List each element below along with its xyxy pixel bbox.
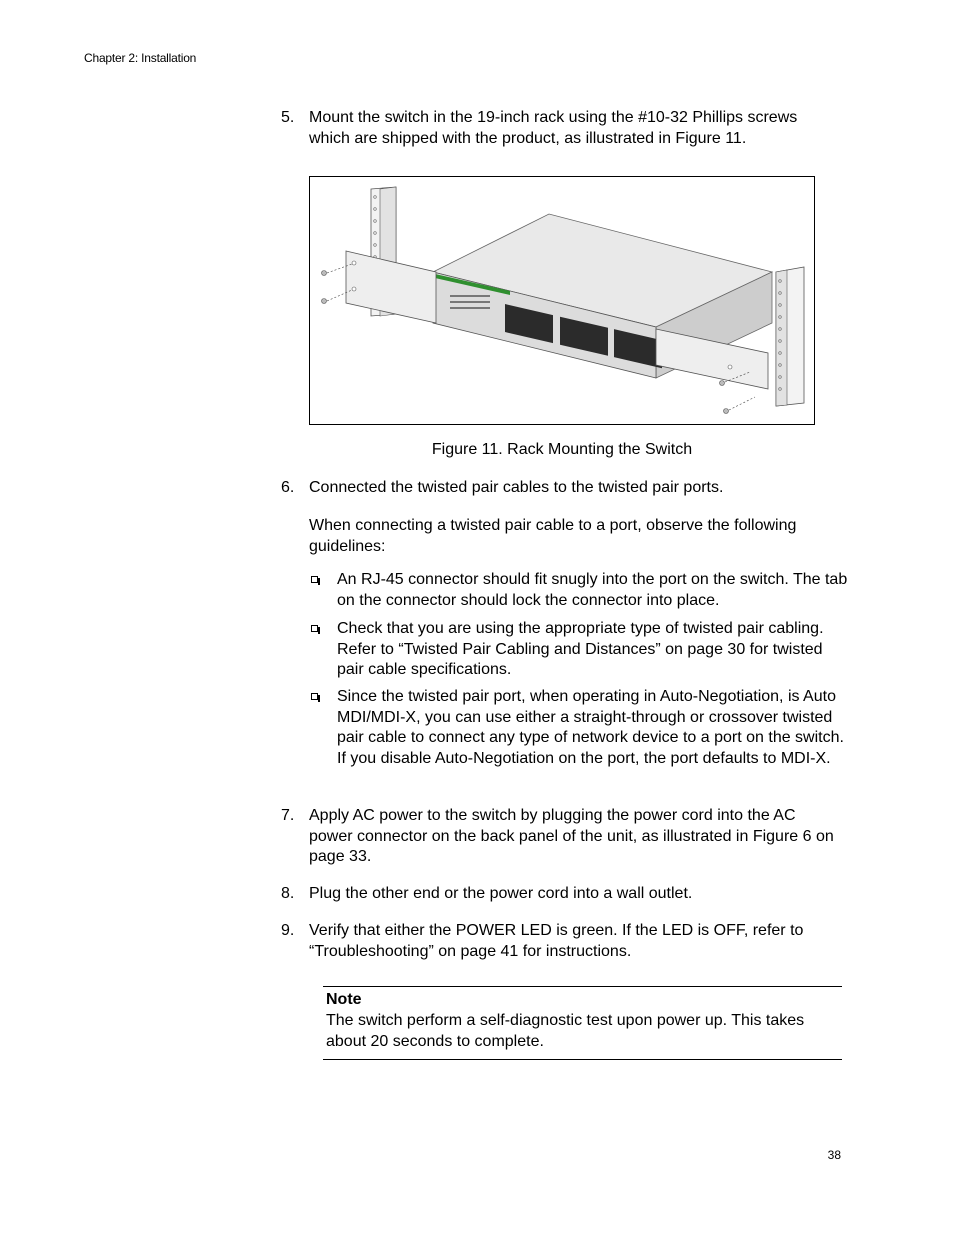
step-number: 7. [281, 807, 295, 824]
guidelines-intro: When connecting a twisted pair cable to a port, observe the following guidelines: [309, 517, 797, 555]
chapter-header: Chapter 2: Installation [84, 51, 197, 65]
step-7 [281, 806, 841, 868]
step-text: Apply AC power to the switch by plugging the power cord into the AC power connector on the back panel of the unit, as illustrated in Figure 6 on page 33. [309, 807, 834, 865]
page-number: 38 [827, 1148, 841, 1162]
step-text: Verify that either the POWER LED is green. If the LED is OFF, refer to “Troubleshooting” on page 41 for instructions. [309, 922, 804, 960]
rack-mount-figure [309, 176, 815, 425]
note-title: Note [326, 991, 362, 1008]
step-5 [281, 108, 841, 149]
guideline-bullet [309, 570, 849, 611]
step-number: 5. [281, 109, 295, 126]
rack-mount-illustration [310, 177, 816, 426]
step-8 [281, 884, 841, 905]
step-text: Plug the other end or the power cord into a wall outlet. [309, 885, 693, 902]
step-9 [281, 921, 841, 962]
note-body: The switch perform a self-diagnostic test upon power up. This takes about 20 seconds to complete. [326, 1012, 805, 1050]
step-number: 8. [281, 885, 295, 902]
step-text: Mount the switch in the 19-inch rack using the #10-32 Phillips screws which are shipped with the product, as illustrated in Figure 11. [309, 109, 798, 147]
bullet-text: Check that you are using the appropriate type of twisted pair cabling. Refer to “Twisted Pair Cabling and Distances” on page 30 for twisted pair cable specifications. [337, 620, 824, 678]
guideline-bullet [309, 619, 849, 681]
bullet-text: An RJ-45 connector should fit snugly into the port on the switch. The tab on the connector should lock the connector into place. [337, 571, 848, 609]
step-6 [281, 478, 841, 499]
guideline-bullet [309, 687, 849, 769]
note-box [323, 986, 842, 1060]
checkbox-bullet-icon [311, 576, 318, 583]
step-number: 9. [281, 922, 295, 939]
figure-caption: Figure 11. Rack Mounting the Switch [431, 441, 693, 458]
step-text: Connected the twisted pair cables to the twisted pair ports. [309, 479, 724, 496]
checkbox-bullet-icon [311, 693, 318, 700]
checkbox-bullet-icon [311, 625, 318, 632]
step-number: 6. [281, 479, 295, 496]
bullet-text: Since the twisted pair port, when operating in Auto-Negotiation, is Auto MDI/MDI-X, you can use either a straight-through or crossover twisted pair cable to connect any type of network device to a port on the switch. If you disable Auto-Negotiation on the port, the port defaults to MDI-X. [337, 688, 844, 767]
